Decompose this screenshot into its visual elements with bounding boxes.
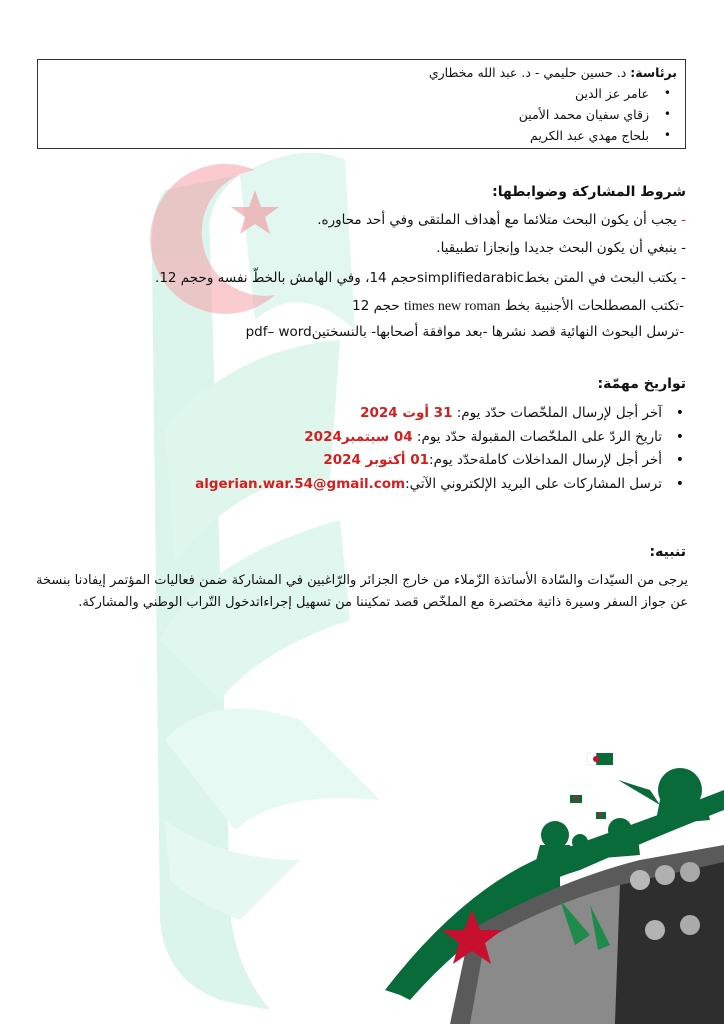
condition-item	[352, 296, 684, 317]
date-item	[195, 473, 662, 497]
committee-members-list	[46, 83, 677, 146]
date-label: تاريخ الردّ على الملخّصات المقبولة حدّد يوم:	[412, 428, 662, 445]
font-name: times new roman	[404, 299, 501, 314]
committee-member: • عامر عز الدين	[46, 83, 649, 104]
date-value: 04 سبتمبر2024	[304, 428, 413, 445]
file-formats: pdf– word	[245, 324, 312, 340]
notice-paragraph: يرجى من السيّدات والسّادة الأساتذة الزّملاء من خارج الجزائر والرّاغبين في المشاركة ضمن فعاليات المؤتمر إيفادنا بنسخة عن جواز السفر وسيرة ذاتية مختصرة مع الملخّص قصد تمكيننا من تسهيل إجراءاتدخول التّراب الوطني والمشاركة.	[36, 573, 688, 610]
date-label: أخر أجل لإرسال المداخلات كاملةحدّد يوم:	[429, 452, 662, 468]
font-name: simplifiedarabic	[416, 270, 525, 286]
email-link[interactable]: algerian.war.54@gmail.com	[195, 475, 406, 492]
presidency-label: برئاسة:	[630, 65, 677, 80]
date-item	[195, 426, 662, 450]
condition-text: حجم 14، وفي الهامش بالخطّ نفسه وحجم 12.	[155, 270, 417, 286]
condition-text: حجم 12	[352, 298, 404, 314]
dates-title: تواريخ مهمّة:	[597, 376, 686, 392]
condition-text: -ترسل البحوث النهائية قصد نشرها -بعد موافقة أصحابها- بالنسختين	[311, 324, 684, 340]
condition-text: ينبغي أن يكون البحث جديدا وإنجازا تطبيقيا.	[436, 240, 682, 256]
date-item	[195, 449, 662, 473]
important-dates-list	[195, 402, 686, 496]
presidency-chairs	[46, 62, 677, 83]
conditions-title: شروط المشاركة وضوابطها:	[492, 184, 686, 200]
date-value: 01 أكتوبر 2024	[323, 452, 430, 468]
condition-dash: -	[681, 212, 686, 228]
condition-item	[246, 322, 684, 342]
condition-text: يجب أن يكون البحث متلائما مع أهداف الملتقى وفي أحد محاوره.	[317, 212, 682, 228]
notice-title: تنبيه:	[649, 544, 686, 560]
presidency-chairs-names: د. حسين حليمي - د. عبد الله مخطاري	[428, 65, 627, 80]
committee-member: • بلحاج مهدي عبد الكريم	[46, 125, 649, 146]
date-value: 31 أوت 2024	[360, 405, 453, 421]
condition-item	[317, 210, 686, 230]
condition-text: - يكتب البحث في المتن بخط	[524, 270, 686, 286]
condition-item	[155, 268, 686, 288]
committee-member: • زقاي سفيان محمد الأمين	[46, 104, 649, 125]
presidency-box	[37, 59, 686, 149]
date-label: آخر أجل لإرسال الملخّصات حدّد يوم:	[452, 405, 662, 421]
condition-text: -تكتب المصطلحات الأجنبية بخط	[500, 298, 684, 314]
date-label: ترسل المشاركات على البريد الإلكتروني الآتي:	[405, 475, 662, 492]
condition-dash: -	[681, 240, 686, 256]
condition-item	[436, 238, 686, 258]
date-item	[195, 402, 662, 426]
